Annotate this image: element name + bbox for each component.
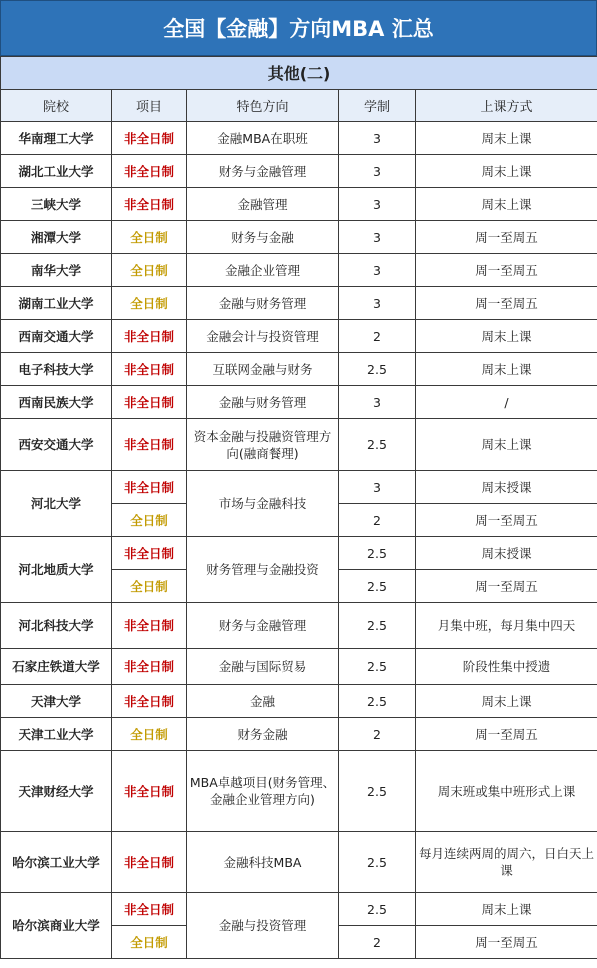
school-cell: 石家庄铁道大学 (1, 649, 112, 685)
direction-cell: MBA卓越项目(财务管理、金融企业管理方向) (187, 751, 339, 832)
length-cell: 3 (339, 221, 416, 254)
length-cell: 2 (339, 926, 416, 959)
school-cell: 三峡大学 (1, 188, 112, 221)
program-type-cell: 非全日制 (112, 603, 187, 649)
school-cell: 湖北工业大学 (1, 155, 112, 188)
table-row (1, 603, 597, 649)
program-type-cell: 全日制 (112, 926, 187, 959)
direction-cell: 金融与投资管理 (187, 893, 339, 959)
mode-cell: 周一至周五 (416, 254, 597, 287)
direction-cell: 互联网金融与财务 (187, 353, 339, 386)
mode-cell: 月集中班，每月集中四天 (416, 603, 597, 649)
direction-cell: 市场与金融科技 (187, 471, 339, 537)
direction-cell: 金融与国际贸易 (187, 649, 339, 685)
table-row (1, 155, 597, 188)
program-type-cell: 非全日制 (112, 188, 187, 221)
program-type-cell: 非全日制 (112, 471, 187, 504)
length-cell: 2 (339, 718, 416, 751)
table-row (1, 718, 597, 751)
program-type-cell: 全日制 (112, 287, 187, 320)
mode-cell: / (416, 386, 597, 419)
length-cell: 2.5 (339, 353, 416, 386)
header-program: 项目 (112, 90, 187, 122)
header-length: 学制 (339, 90, 416, 122)
length-cell: 3 (339, 471, 416, 504)
mode-cell: 阶段性集中授遗 (416, 649, 597, 685)
table-row (1, 649, 597, 685)
length-cell: 3 (339, 287, 416, 320)
table-row (1, 386, 597, 419)
school-cell: 天津工业大学 (1, 718, 112, 751)
school-cell: 河北科技大学 (1, 603, 112, 649)
mode-cell: 周末上课 (416, 122, 597, 155)
direction-cell: 金融会计与投资管理 (187, 320, 339, 353)
program-type-cell: 非全日制 (112, 649, 187, 685)
length-cell: 2.5 (339, 685, 416, 718)
school-cell: 西南交通大学 (1, 320, 112, 353)
length-cell: 2.5 (339, 537, 416, 570)
direction-cell: 财务与金融管理 (187, 155, 339, 188)
school-cell: 河北大学 (1, 471, 112, 537)
direction-cell: 金融MBA在职班 (187, 122, 339, 155)
length-cell: 2.5 (339, 419, 416, 471)
program-type-cell: 全日制 (112, 570, 187, 603)
school-cell: 电子科技大学 (1, 353, 112, 386)
program-type-cell: 全日制 (112, 718, 187, 751)
school-cell: 天津财经大学 (1, 751, 112, 832)
direction-cell: 金融管理 (187, 188, 339, 221)
school-cell: 湘潭大学 (1, 221, 112, 254)
header-direction: 特色方向 (187, 90, 339, 122)
school-cell: 华南理工大学 (1, 122, 112, 155)
table-row (1, 221, 597, 254)
school-cell: 天津大学 (1, 685, 112, 718)
mode-cell: 周末上课 (416, 155, 597, 188)
mode-cell: 周一至周五 (416, 718, 597, 751)
table-row (1, 537, 597, 570)
table-row (1, 254, 597, 287)
direction-cell: 财务金融 (187, 718, 339, 751)
length-cell: 2 (339, 320, 416, 353)
school-cell: 西南民族大学 (1, 386, 112, 419)
table-row (1, 751, 597, 832)
school-cell: 西安交通大学 (1, 419, 112, 471)
program-type-cell: 全日制 (112, 254, 187, 287)
program-type-cell: 全日制 (112, 504, 187, 537)
school-cell: 南华大学 (1, 254, 112, 287)
mode-cell: 每月连续两周的周六，日白天上课 (416, 832, 597, 893)
direction-cell: 金融与财务管理 (187, 287, 339, 320)
program-type-cell: 非全日制 (112, 155, 187, 188)
mode-cell: 周一至周五 (416, 926, 597, 959)
header-school: 院校 (1, 90, 112, 122)
length-cell: 2.5 (339, 751, 416, 832)
school-cell: 哈尔滨工业大学 (1, 832, 112, 893)
length-cell: 3 (339, 188, 416, 221)
mode-cell: 周一至周五 (416, 504, 597, 537)
direction-cell: 金融企业管理 (187, 254, 339, 287)
length-cell: 3 (339, 254, 416, 287)
program-type-cell: 非全日制 (112, 353, 187, 386)
length-cell: 2 (339, 504, 416, 537)
program-type-cell: 全日制 (112, 221, 187, 254)
mode-cell: 周末上课 (416, 419, 597, 471)
length-cell: 3 (339, 122, 416, 155)
direction-cell: 金融与财务管理 (187, 386, 339, 419)
program-type-cell: 非全日制 (112, 751, 187, 832)
program-type-cell: 非全日制 (112, 893, 187, 926)
length-cell: 2.5 (339, 832, 416, 893)
mode-cell: 周末上课 (416, 320, 597, 353)
mode-cell: 周一至周五 (416, 570, 597, 603)
length-cell: 3 (339, 155, 416, 188)
table-row (1, 122, 597, 155)
table-row (1, 893, 597, 926)
length-cell: 2.5 (339, 649, 416, 685)
mode-cell: 周末上课 (416, 353, 597, 386)
page-title: 全国【金融】方向MBA 汇总 (0, 0, 597, 56)
direction-cell: 财务与金融 (187, 221, 339, 254)
direction-cell: 财务与金融管理 (187, 603, 339, 649)
program-type-cell: 非全日制 (112, 122, 187, 155)
direction-cell: 财务管理与金融投资 (187, 537, 339, 603)
table-row (1, 188, 597, 221)
mode-cell: 周末授课 (416, 537, 597, 570)
mode-cell: 周一至周五 (416, 221, 597, 254)
mode-cell: 周末上课 (416, 893, 597, 926)
program-type-cell: 非全日制 (112, 832, 187, 893)
direction-cell: 资本金融与投融资管理方向(融商餐理) (187, 419, 339, 471)
mode-cell: 周末班或集中班形式上课 (416, 751, 597, 832)
program-type-cell: 非全日制 (112, 419, 187, 471)
mode-cell: 周末上课 (416, 685, 597, 718)
direction-cell: 金融 (187, 685, 339, 718)
direction-cell: 金融科技MBA (187, 832, 339, 893)
mode-cell: 周一至周五 (416, 287, 597, 320)
length-cell: 2.5 (339, 570, 416, 603)
section-title: 其他(二) (1, 57, 597, 90)
program-type-cell: 非全日制 (112, 386, 187, 419)
mode-cell: 周末授课 (416, 471, 597, 504)
table-row (1, 287, 597, 320)
length-cell: 2.5 (339, 893, 416, 926)
header-mode: 上课方式 (416, 90, 597, 122)
length-cell: 3 (339, 386, 416, 419)
table-row (1, 353, 597, 386)
program-type-cell: 非全日制 (112, 685, 187, 718)
school-cell: 湖南工业大学 (1, 287, 112, 320)
table-row (1, 419, 597, 471)
mode-cell: 周末上课 (416, 188, 597, 221)
table-row (1, 471, 597, 504)
school-cell: 哈尔滨商业大学 (1, 893, 112, 959)
table-row (1, 320, 597, 353)
table-row (1, 832, 597, 893)
program-type-cell: 非全日制 (112, 320, 187, 353)
table-row (1, 685, 597, 718)
header-row (1, 90, 597, 122)
length-cell: 2.5 (339, 603, 416, 649)
school-cell: 河北地质大学 (1, 537, 112, 603)
mba-table (0, 56, 597, 959)
program-type-cell: 非全日制 (112, 537, 187, 570)
